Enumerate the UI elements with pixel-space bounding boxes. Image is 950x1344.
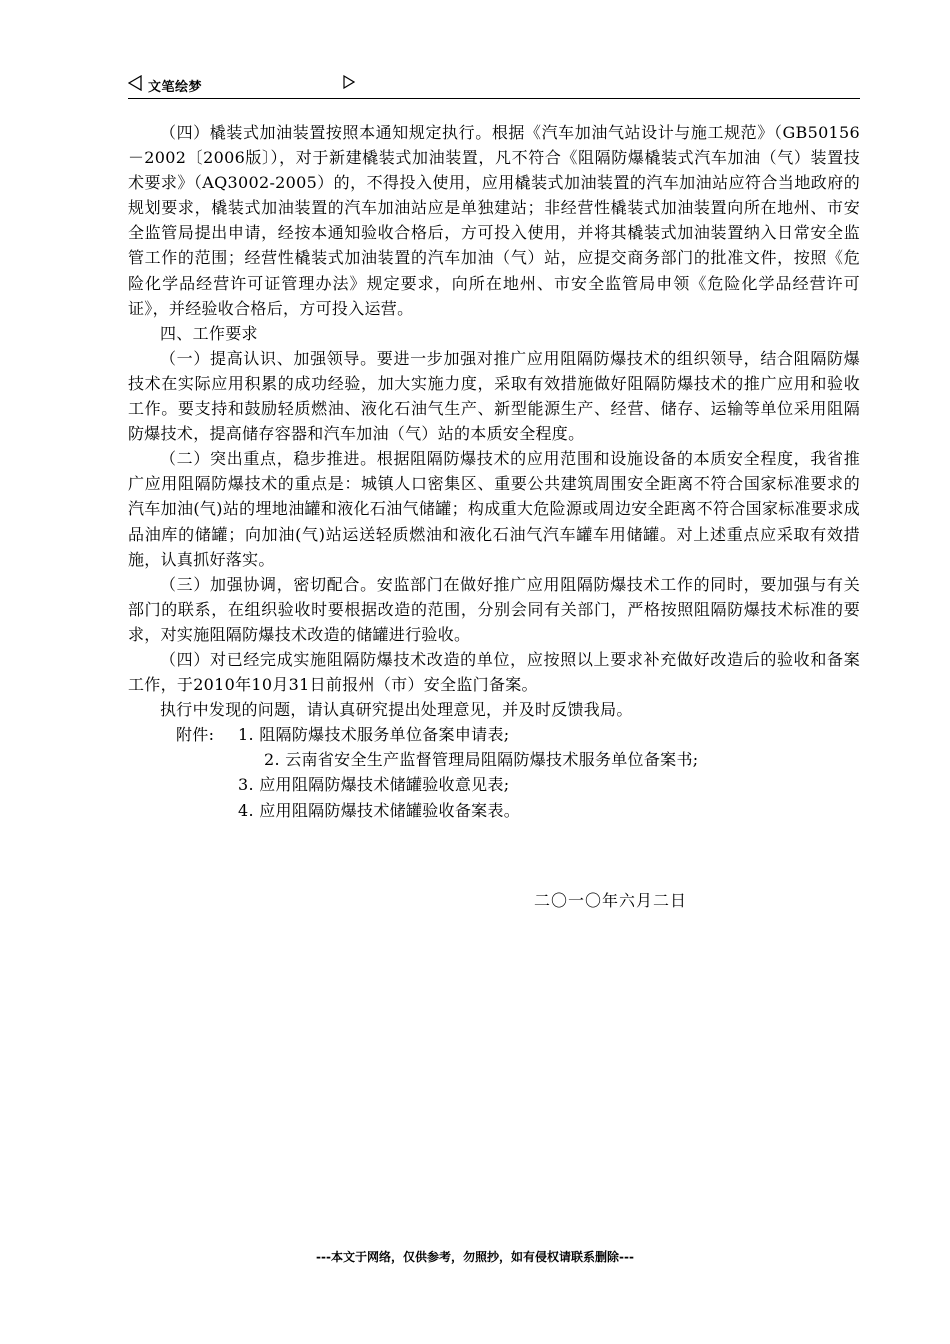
attachment-row [128,798,860,823]
paragraph-feedback: 执行中发现的问题，请认真研究提出处理意见，并及时反馈我局。 [160,700,633,720]
paragraph-requirement-4: （四）对已经完成实施阻隔防爆技术改造的单位，应按照以上要求补充做好改造后的验收和备案工作，于2010年10月31日前报州（市）安全监门备案。 [128,649,860,695]
attachments-label: 附件: [176,725,215,745]
attachment-row [128,772,860,797]
attachment-item: 2. 云南省安全生产监督管理局阻隔防爆技术服务单位备案书; [264,750,699,770]
attachments-list [128,722,860,822]
attachment-row [128,722,860,747]
paragraph-requirement-2: （二）突出重点，稳步推进。根据阻隔防爆技术的应用范围和设施设备的本质安全程度，我省推广应用阻隔防爆技术的重点是：城镇人口密集区、重要公共建筑周围安全距离不符合国家标准要求的汽车加油(气)站的埋地油罐和液化石油气储罐；构成重大危险源或周边安全距离不符合国家标准要求成品油库的储罐；向加油(气)站运送轻质燃油和液化石油气汽车罐车用储罐。对上述重点应采取有效措施，认真抓好落实。 [128,449,860,569]
paragraph-requirement-3: （三）加强协调，密切配合。安监部门在做好推广应用阻隔防爆技术工作的同时，要加强与有关部门的联系，在组织验收时要根据改造的范围，分别会同有关部门，严格按照阻隔防爆技术标准的要求，对实施阻隔防爆技术改造的储罐进行验收。 [128,574,860,644]
document-body [128,120,860,823]
paragraph-requirement-1: （一）提高认识、加强领导。要进一步加强对推广应用阻隔防爆技术的组织领导，结合阻隔防爆技术在实际应用积累的成功经验，加大实施力度，采取有效措施做好阻隔防爆技术的推广应用和验收工作。要支持和鼓励轻质燃油、液化石油气生产、新型能源生产、经营、储存、运输等单位采用阻隔防爆技术，提高储存容器和汽车加油（气）站的本质安全程度。 [128,348,860,444]
section-heading-work-requirements: 四、工作要求 [160,323,258,343]
header-title: 文笔绘梦 [148,80,203,95]
document-date: 二〇一〇年六月二日 [534,891,688,910]
triangle-right-icon [343,75,355,89]
page-header [128,72,860,99]
attachment-item: 1. 阻隔防爆技术服务单位备案申请表; [238,725,510,745]
triangle-left-icon [128,75,142,91]
attachment-item: 3. 应用阻隔防爆技术储罐验收意见表; [238,775,510,795]
attachment-row [128,747,860,772]
attachment-item: 4. 应用阻隔防爆技术储罐验收备案表。 [238,800,521,820]
paragraph-skid-mounted: （四）橇装式加油装置按照本通知规定执行。根据《汽车加油气站设计与施工规范》（GB50156－2002〔2006版〕），对于新建橇装式加油装置，凡不符合《阻隔防爆橇装式汽车加油（气）装置技术要求》（AQ3002-2005）的，不得投入使用，应用橇装式加油装置的汽车加油站应符合当地政府的规划要求，橇装式加油装置的汽车加油站应是单独建站；非经营性橇装式加油装置向所在地州、市安全监管局提出申请，经按本通知验收合格后，方可投入使用，并将其橇装式加油装置纳入日常安全监管工作的范围；经营性橇装式加油装置的汽车加油（气）站，应提交商务部门的批准文件，按照《危险化学品经营许可证管理办法》规定要求，向所在地州、市安全监管局申领《危险化学品经营许可证》，并经验收合格后，方可投入运营。 [128,123,860,318]
page-footer: ---本文于网络，仅供参考，勿照抄，如有侵权请联系删除--- [316,1250,634,1264]
